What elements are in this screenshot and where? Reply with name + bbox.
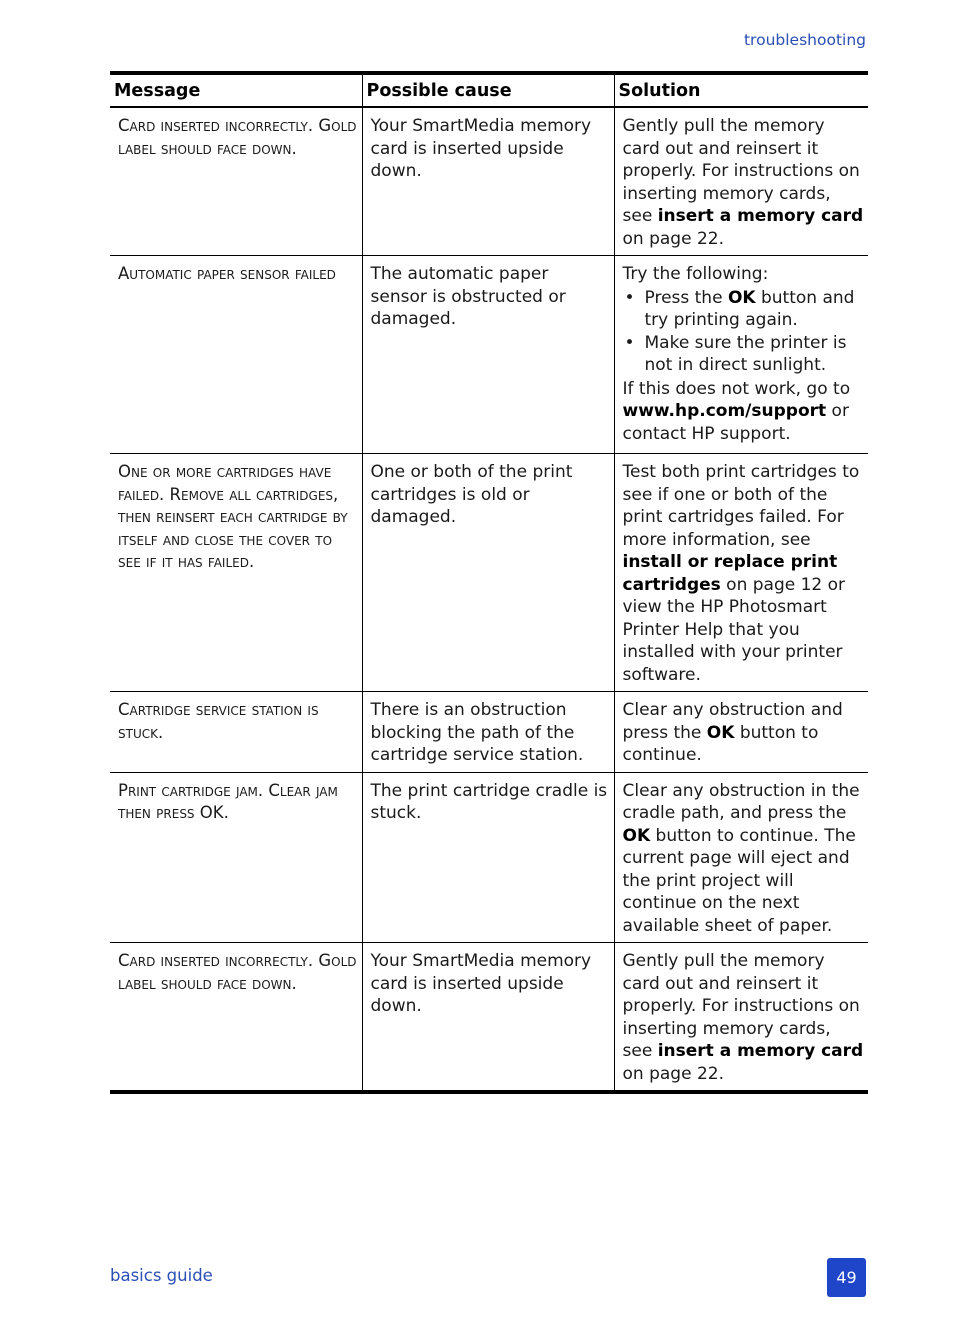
footer-guide-title: basics guide [110, 1266, 213, 1285]
troubleshooting-table [110, 71, 868, 1094]
solution-text: Gently pull the memory card out and reinsert it properly. For instructions on inserting memory cards, see [622, 951, 860, 1061]
table-row [110, 943, 868, 1093]
page-number-badge: 49 [827, 1258, 866, 1297]
solution-text: Clear any obstruction and press the [622, 700, 843, 743]
solution-cell [614, 692, 868, 773]
column-header-cause: Possible cause [362, 73, 614, 107]
table-row [110, 107, 868, 256]
solution-text: button to continue. The current page will eject and the print project will continue on the next available sheet of paper. [622, 825, 856, 936]
link-text: install or replace print cartridges [622, 552, 838, 595]
table-row [110, 256, 868, 454]
solution-text: Test both print cartridges to see if one or both of the print cartridges failed. For more information, see [622, 462, 860, 550]
cause-cell: The print cartridge cradle is stuck. [362, 772, 614, 943]
message-cell: Print cartridge jam. Clear jam then press OK. [118, 780, 338, 822]
section-label: troubleshooting [743, 31, 866, 49]
solution-intro: Try the following: [622, 264, 769, 284]
solution-bullets [623, 287, 865, 377]
link-text: insert a memory card [657, 206, 864, 226]
link-text: insert a memory card [657, 1041, 864, 1061]
solution-text: button to continue. [622, 722, 819, 765]
cause-cell: Your SmartMedia memory card is inserted upside down. [362, 107, 614, 256]
solution-text: on page 12 or view the HP Photosmart Printer Help that you installed with your printer software. [622, 574, 846, 685]
message-cell: Card inserted incorrectly. Gold label should face down. [118, 116, 357, 158]
message-cell: Card inserted incorrectly. Gold label should face down. [118, 951, 357, 993]
solution-text: on page 22. [622, 1063, 724, 1084]
cause-cell: One or both of the print cartridges is old or damaged. [362, 454, 614, 692]
solution-cell [614, 772, 868, 943]
ok-text: OK [622, 825, 651, 846]
table-row [110, 692, 868, 773]
solution-cell [614, 454, 868, 692]
cause-cell: There is an obstruction blocking the path of the cartridge service station. [362, 692, 614, 773]
bullet-item: • Press the OK button and try printing again. [645, 287, 865, 332]
column-header-solution: Solution [614, 73, 868, 107]
bullet-item: • Make sure the printer is not in direct sunlight. [645, 332, 865, 377]
solution-cell [614, 943, 868, 1093]
cause-cell: Your SmartMedia memory card is inserted upside down. [362, 943, 614, 1093]
message-cell: Automatic paper sensor failed [118, 264, 336, 283]
column-header-message: Message [114, 81, 201, 101]
solution-text: on page 22. [622, 228, 724, 249]
message-cell: Cartridge service station is stuck. [118, 700, 319, 742]
support-url: www.hp.com/support [622, 401, 827, 421]
solution-cell [614, 107, 868, 256]
ok-text: OK [706, 722, 735, 743]
solution-outro: If this does not work, go to www.hp.com/support or contact HP support. [622, 378, 851, 444]
cause-cell: The automatic paper sensor is obstructed or damaged. [362, 256, 614, 454]
solution-text: Clear any obstruction in the cradle path, and press the [622, 780, 860, 823]
table-row [110, 772, 868, 943]
solution-text: Gently pull the memory card out and reinsert it properly. For instructions on inserting memory cards, see [622, 116, 860, 226]
table-row [110, 454, 868, 692]
message-cell: One or more cartridges have failed. Remove all cartridges, then reinsert each cartridge by itself and close the cover to see if it has failed. [118, 462, 348, 571]
table-header-row [110, 73, 868, 107]
solution-cell [614, 256, 868, 454]
